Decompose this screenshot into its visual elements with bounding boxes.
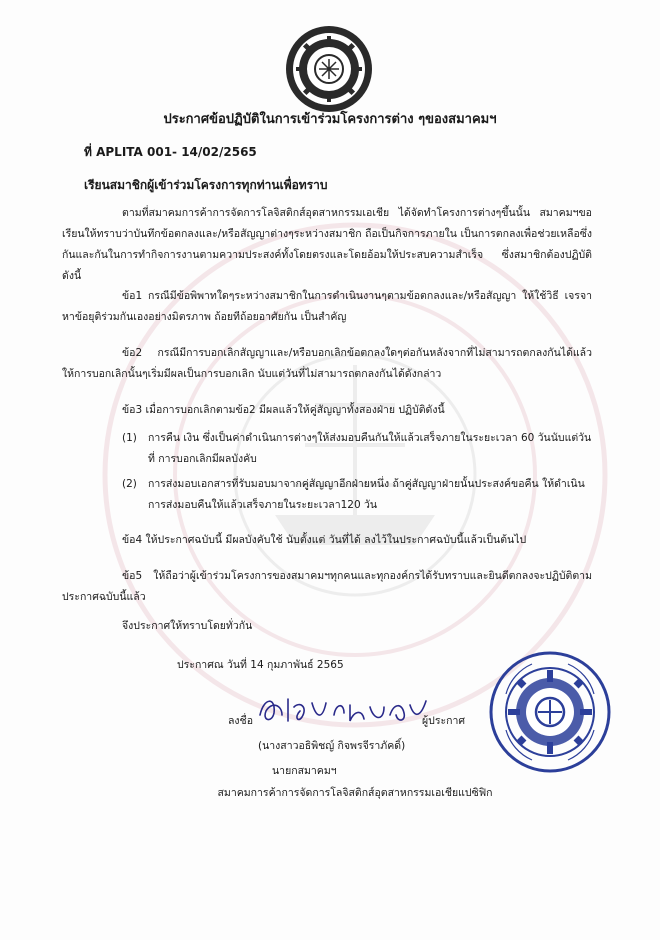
salutation: เรียนสมาชิกผู้เข้าร่วมโครงการทุกท่านเพื่อทราบ xyxy=(84,178,328,192)
signature-label: ลงชื่อ xyxy=(228,715,253,727)
handwritten-signature xyxy=(252,687,432,731)
clause-5-text: ข้อ5 ให้ถือว่าผู้เข้าร่วมโครงการของสมาคมฯทุกคนและทุกองค์กรได้รับทราบและยินดีตกลงจะปฏิบัติตามประกาศฉบับนี้แล้ว xyxy=(62,570,592,603)
clause-2 xyxy=(62,343,592,385)
clause-2-text: ข้อ2 กรณีมีการบอกเลิกสัญญาและ/หรือบอกเลิกข้อตกลงใดๆต่อกันหลังจากที่ไม่สามารถตกลงกันได้แล้ว ให้การบอกเลิกนั้นๆเริ่มมีผลเป็นการบอกเลิก นับแต่วันที่ไม่สามารถตกลงกันได้ดังกล่าว xyxy=(62,347,592,380)
item-number: (1) xyxy=(122,432,137,444)
clause-1 xyxy=(62,286,592,328)
clause-5 xyxy=(62,566,592,608)
reference-number: ที่ APLITA 001- 14/02/2565 xyxy=(84,145,257,159)
organization-name: สมาคมการค้าการจัดการโลจิสติกส์อุตสาหกรรมเอเชียแปซิฟิก xyxy=(217,787,493,799)
clause-3-item-1 xyxy=(122,428,598,470)
clause-3 xyxy=(62,400,592,421)
closing-line xyxy=(62,616,592,637)
association-logo-icon xyxy=(284,24,374,114)
intro-text: ตามที่สมาคมการค้าการจัดการโลจิสติกส์อุตสาหกรรมเอเชีย ได้จัดทำโครงการต่างๆขึ้นนั้น สมาคมฯขอเรียนให้ทราบว่าบันทึกข้อตกลงและ/หรือสัญญาต่างๆระหว่างสมาชิก ถือเป็นกิจการภายใน เป็นการตกลงเพื่อช่วยเหลือซึ่งกันและกันในการทำกิจการงานตามความประสงค์ทั้งโดยตรงและโดยอ้อมให้ประสบความสำเร็จ ซึ่งสมาชิกต้องปฏิบัติดังนี้ xyxy=(62,207,592,282)
association-stamp-icon xyxy=(488,650,612,774)
clause-4 xyxy=(62,530,592,551)
closing-text: จึงประกาศให้ทราบโดยทั่วกัน xyxy=(122,620,253,632)
clause-3-text: ข้อ3 เมื่อการบอกเลิกตามข้อ2 มีผลแล้วให้คู่สัญญาทั้งสองฝ่าย ปฏิบัติดังนี้ xyxy=(122,404,445,416)
item-number: (2) xyxy=(122,478,137,490)
item-text: การคืน เงิน ซึ่งเป็นค่าดำเนินการต่างๆให้ส่งมอบคืนกันให้แล้วเสร็จภายในระยะเวลา 60 วันนับแต่วันที่ การบอกเลิกมีผลบังคับ xyxy=(148,432,592,465)
clause-3-item-2 xyxy=(122,474,598,516)
intro-paragraph xyxy=(62,203,592,287)
announcement-date: ประกาศณ วันที่ 14 กุมภาพันธ์ 2565 xyxy=(177,659,344,671)
signer-name: (นางสาวอธิพิชญ์ กิจพรจีราภัคดิ์) xyxy=(258,740,406,752)
signer-role: ผู้ประกาศ xyxy=(422,715,466,727)
clause-4-text: ข้อ4 ให้ประกาศฉบับนี้ มีผลบังคับใช้ นับตั้งแต่ วันที่ได้ ลงไว้ในประกาศฉบับนี้แล้วเป็นต้นไป xyxy=(122,534,527,546)
clause-1-text: ข้อ1 กรณีมีข้อพิพาทใดๆระหว่างสมาชิกในการดำเนินงานๆตามข้อตกลงและ/หรือสัญญา ให้ใช้วิธี เจรจาหาข้อยุติร่วมกันเองอย่างมิตรภาพ ถ้อยทีถ้อยอาศัยกัน เป็นสำคัญ xyxy=(62,290,592,323)
signer-position: นายกสมาคมฯ xyxy=(272,765,337,777)
announcement-title: ประกาศข้อปฏิบัติในการเข้าร่วมโครงการต่าง ๆของสมาคมฯ xyxy=(163,112,497,127)
item-text: การส่งมอบเอกสารที่รับมอบมาจากคู่สัญญาอีกฝ่ายหนึ่ง ถ้าคู่สัญญาฝ่ายนั้นประสงค์ขอคืน ให้ดำเนินการส่งมอบคืนให้แล้วเสร็จภายในระยะเวลา120 วัน xyxy=(148,478,585,511)
